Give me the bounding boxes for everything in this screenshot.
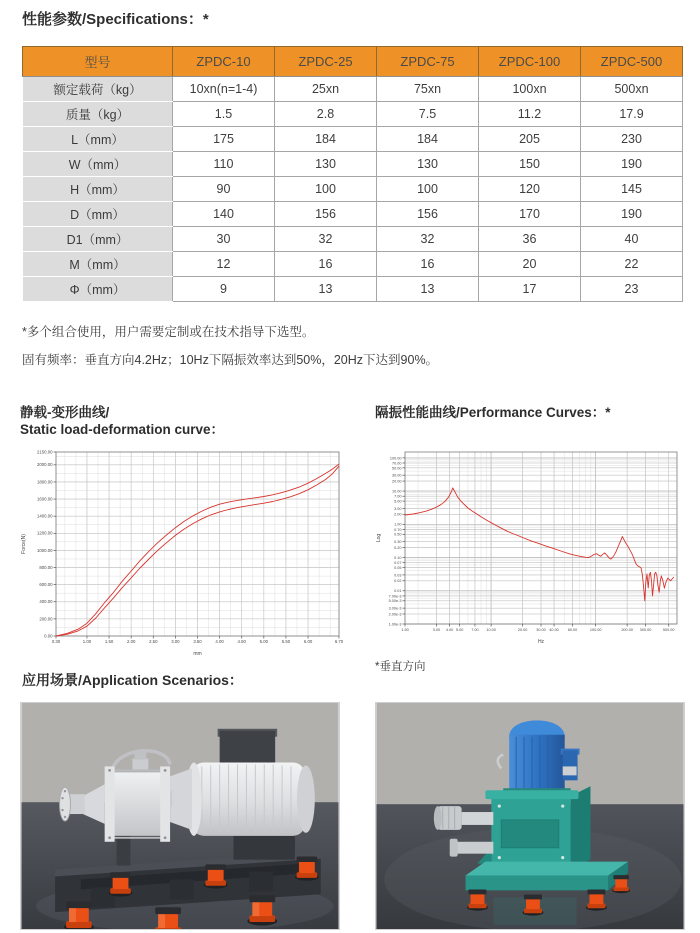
svg-text:5.00e-3: 5.00e-3 [388, 599, 402, 604]
svg-text:1600.00: 1600.00 [36, 496, 53, 502]
table-cell: 130 [275, 152, 377, 177]
svg-text:70.00: 70.00 [391, 461, 402, 466]
table-cell: 140 [173, 202, 275, 227]
vertical-transmissibility [405, 488, 674, 601]
static-load-deformation-chart [20, 446, 345, 658]
table-cell: 25xn [275, 77, 377, 102]
svg-text:20.00: 20.00 [391, 479, 402, 484]
table-cell: 16 [377, 252, 479, 277]
svg-text:0.70: 0.70 [394, 527, 402, 532]
table-cell: 17.9 [581, 102, 683, 127]
svg-text:6.70: 6.70 [334, 639, 344, 644]
table-cell: 230 [581, 127, 683, 152]
svg-text:2.00e-3: 2.00e-3 [388, 612, 402, 617]
svg-text:20.00: 20.00 [517, 628, 528, 632]
spec-table-body [23, 77, 683, 302]
svg-text:3.00: 3.00 [432, 628, 441, 632]
svg-text:4.00: 4.00 [445, 628, 454, 632]
table-header-cell: ZPDC-10 [173, 47, 275, 77]
table-cell: 130 [377, 152, 479, 177]
svg-text:3.50: 3.50 [193, 639, 202, 644]
svg-text:50.00: 50.00 [391, 466, 402, 471]
svg-text:1.00: 1.00 [394, 522, 402, 527]
table-cell: 205 [479, 127, 581, 152]
table-row [23, 177, 683, 202]
table-cell: 17 [479, 277, 581, 302]
table-cell: 150 [479, 152, 581, 177]
svg-text:600.00: 600.00 [39, 582, 53, 588]
note-combination: *多个组合使用，用户需要定制或在技术指导下选型。 [22, 325, 315, 339]
pump-flange-plate [105, 766, 115, 841]
motor-junction-box [563, 751, 578, 781]
table-cell: 90 [173, 177, 275, 202]
svg-text:2.00: 2.00 [126, 639, 136, 644]
svg-text:0.03: 0.03 [394, 573, 402, 578]
svg-text:1.50: 1.50 [401, 628, 409, 632]
table-cell: 190 [581, 152, 683, 177]
vertical-pump-illustration [376, 703, 684, 929]
svg-text:3.00: 3.00 [171, 639, 180, 644]
performance-curve-heading: 隔振性能曲线/Performance Curves：* [375, 405, 611, 420]
svg-text:30.00: 30.00 [391, 473, 402, 478]
svg-text:2.00: 2.00 [394, 512, 402, 517]
svg-text:Hz: Hz [537, 639, 545, 645]
table-cell: 13 [377, 277, 479, 302]
horizontal-pump-illustration [21, 703, 339, 929]
table-row-label: D（mm） [23, 202, 173, 227]
svg-text:2150.00: 2150.00 [36, 449, 53, 455]
table-cell: 16 [275, 252, 377, 277]
table-cell: 13 [275, 277, 377, 302]
svg-text:Log: Log [376, 533, 382, 543]
table-cell: 36 [479, 227, 581, 252]
svg-text:1000.00: 1000.00 [36, 547, 53, 553]
svg-text:5.50: 5.50 [281, 639, 291, 644]
svg-text:0.00: 0.00 [44, 633, 53, 639]
svg-text:7.00: 7.00 [471, 628, 479, 632]
table-cell: 100 [275, 177, 377, 202]
svg-text:7.00e-3: 7.00e-3 [388, 594, 402, 599]
note-frequency: 固有频率：垂直方向4.2Hz；10Hz下隔振效率达到50%，20Hz下达到90%。 [22, 353, 439, 367]
table-row [23, 102, 683, 127]
table-header-cell: ZPDC-25 [275, 47, 377, 77]
svg-text:30.00: 30.00 [536, 628, 546, 632]
table-cell: 500xn [581, 77, 683, 102]
svg-text:300.00: 300.00 [639, 628, 652, 632]
svg-text:0.30: 0.30 [394, 540, 402, 545]
table-row [23, 252, 683, 277]
table-header-cell: ZPDC-100 [479, 47, 581, 77]
svg-text:800.00: 800.00 [39, 564, 53, 570]
table-cell: 156 [377, 202, 479, 227]
svg-text:200.00: 200.00 [621, 628, 633, 632]
svg-text:400.00: 400.00 [39, 599, 53, 605]
svg-text:6.00: 6.00 [303, 639, 313, 644]
svg-text:4.50: 4.50 [237, 639, 246, 644]
svg-text:0.01: 0.01 [394, 589, 402, 594]
table-cell: 40 [581, 227, 683, 252]
motor-bell-housing [170, 768, 192, 829]
svg-text:0.05: 0.05 [394, 565, 402, 570]
table-cell: 20 [479, 252, 581, 277]
svg-text:1800.00: 1800.00 [36, 479, 53, 485]
spec-table [22, 46, 683, 302]
pump-flange-plate [160, 766, 170, 841]
svg-text:1.00: 1.00 [82, 639, 92, 644]
table-header-cell: ZPDC-75 [377, 47, 479, 77]
table-row [23, 277, 683, 302]
electric-motor [192, 762, 305, 835]
machine-base [466, 862, 629, 891]
table-row-label: D1（mm） [23, 227, 173, 252]
table-cell: 175 [173, 127, 275, 152]
table-cell: 120 [479, 177, 581, 202]
table-row-label: W（mm） [23, 152, 173, 177]
table-cell: 23 [581, 277, 683, 302]
table-cell: 100 [377, 177, 479, 202]
static-curve-heading [20, 404, 224, 438]
table-row-label: H（mm） [23, 177, 173, 202]
svg-text:7.00: 7.00 [394, 494, 402, 499]
svg-text:5.00: 5.00 [394, 499, 402, 504]
table-row-label: Φ（mm） [23, 277, 173, 302]
svg-text:60.00: 60.00 [567, 628, 578, 632]
applications-heading: 应用场景/Application Scenarios： [22, 672, 243, 688]
svg-text:10.00: 10.00 [486, 628, 496, 632]
table-row-label: M（mm） [23, 252, 173, 277]
svg-text:0.50: 0.50 [394, 532, 402, 537]
svg-text:100.00: 100.00 [389, 456, 402, 461]
table-row [23, 152, 683, 177]
svg-text:3.00: 3.00 [394, 506, 402, 511]
svg-text:0.07: 0.07 [394, 561, 402, 566]
svg-text:3.00e-3: 3.00e-3 [388, 606, 402, 611]
svg-text:5.00: 5.00 [259, 639, 269, 644]
table-cell: 10xn(n=1-4) [173, 77, 275, 102]
svg-text:0.02: 0.02 [394, 579, 402, 584]
table-row [23, 127, 683, 152]
table-cell: 32 [377, 227, 479, 252]
table-cell: 100xn [479, 77, 581, 102]
svg-text:1.00e-3: 1.00e-3 [388, 622, 402, 627]
svg-text:5.00: 5.00 [455, 628, 464, 632]
vertical-direction-note: *垂直方向 [375, 661, 426, 673]
static-curve-heading-en: Static load-deformation curve： [20, 422, 225, 437]
svg-text:2000.00: 2000.00 [36, 462, 53, 468]
table-cell: 32 [275, 227, 377, 252]
table-row [23, 202, 683, 227]
svg-text:1.50: 1.50 [104, 639, 114, 644]
table-cell: 2.8 [275, 102, 377, 127]
table-cell: 156 [275, 202, 377, 227]
table-cell: 7.5 [377, 102, 479, 127]
table-cell: 11.2 [479, 102, 581, 127]
table-cell: 184 [377, 127, 479, 152]
table-row [23, 227, 683, 252]
svg-text:2.50: 2.50 [149, 639, 158, 644]
table-header-cell: 型号 [23, 47, 173, 77]
page-title: 性能参数/Specifications：* [22, 11, 209, 28]
svg-text:0.20: 0.20 [394, 545, 402, 550]
static-curve-heading-cn: 静载-变形曲线/ [20, 405, 110, 420]
svg-text:mm: mm [193, 651, 202, 657]
table-row-label: L（mm） [23, 127, 173, 152]
svg-text:40.00: 40.00 [549, 628, 559, 632]
svg-text:1400.00: 1400.00 [36, 513, 53, 519]
svg-text:Force(N): Force(N) [21, 534, 27, 554]
table-cell: 1.5 [173, 102, 275, 127]
svg-text:500.00: 500.00 [662, 628, 675, 632]
table-row-label: 质量（kg） [23, 102, 173, 127]
table-cell: 170 [479, 202, 581, 227]
table-cell: 30 [173, 227, 275, 252]
spec-table-header [23, 47, 683, 77]
table-row-label: 额定载荷（kg） [23, 77, 173, 102]
svg-text:100.00: 100.00 [589, 628, 602, 632]
table-cell: 12 [173, 252, 275, 277]
performance-curve-chart [375, 446, 685, 646]
svg-text:0.30: 0.30 [51, 639, 61, 644]
table-cell: 110 [173, 152, 275, 177]
table-cell: 190 [581, 202, 683, 227]
table-cell: 9 [173, 277, 275, 302]
table-cell: 75xn [377, 77, 479, 102]
pump-casing [109, 772, 165, 835]
svg-text:10.00: 10.00 [391, 489, 402, 494]
table-row [23, 77, 683, 102]
svg-text:0.10: 0.10 [394, 555, 402, 560]
application-image-vertical-pump [375, 702, 685, 930]
table-cell: 145 [581, 177, 683, 202]
svg-text:1200.00: 1200.00 [36, 530, 53, 536]
application-image-horizontal-pump [20, 702, 340, 930]
svg-text:4.00: 4.00 [215, 639, 224, 644]
table-header-cell: ZPDC-500 [581, 47, 683, 77]
table-cell: 22 [581, 252, 683, 277]
table-cell: 184 [275, 127, 377, 152]
svg-text:200.00: 200.00 [39, 616, 53, 622]
